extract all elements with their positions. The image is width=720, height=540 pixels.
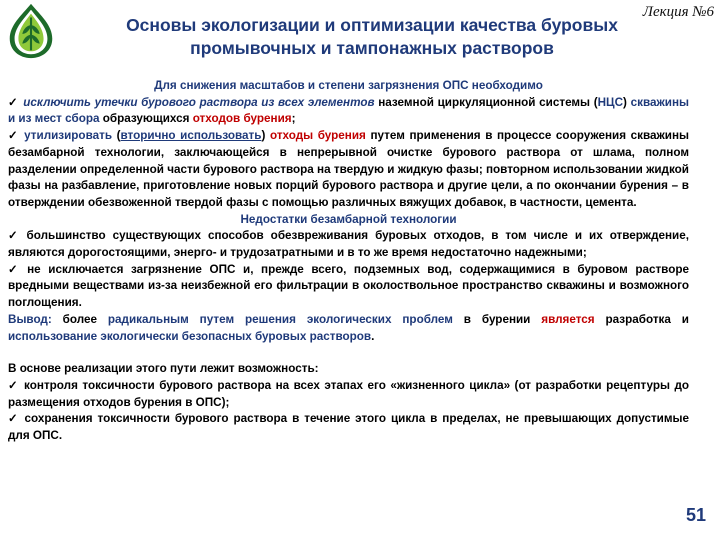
- document-body: [8, 78, 689, 445]
- bullet-item-5: ✓ контроля токсичности бурового раствора на всех этапах его «жизненного цикла» (от разработки рецептуры до размещения отходов бурения в ОПС);: [8, 378, 689, 409]
- page-title: [72, 14, 672, 60]
- subheading: Недостатки безамбарной технологии: [240, 212, 457, 226]
- check-icon: ✓: [8, 378, 20, 392]
- check-icon: ✓: [8, 262, 23, 276]
- bullet-item-3: ✓ большинство существующих способов обезвреживания буровых отходов, в том числе и их отверждение, являются дорогостоящими, энерго- и трудозатратными и в то же время недостаточно надежными;: [8, 229, 689, 260]
- basis-statement: В основе реализации этого пути лежит возможность:: [8, 362, 319, 376]
- title-line-1: Основы экологизации и оптимизации качества буровых: [126, 15, 618, 35]
- check-icon: ✓: [8, 95, 19, 109]
- conclusion: Вывод: более радикальным путем решения экологических проблем в бурении является разработка и использование экологически безопасных буровых растворов.: [8, 312, 689, 343]
- drop-leaf-logo: [2, 2, 60, 60]
- check-icon: ✓: [8, 129, 20, 143]
- check-icon: ✓: [8, 229, 22, 243]
- bullet-item-4: ✓ не исключается загрязнение ОПС и, прежде всего, подземных вод, содержащимися в буровом растворе вредными веществами из-за неизбежной его фильтрации в околоствольное пространство скважины и возможного поглощения.: [8, 262, 689, 310]
- check-icon: ✓: [8, 412, 20, 426]
- page-number: 51: [685, 505, 706, 525]
- title-line-2: промывочных и тампонажных растворов: [190, 38, 554, 58]
- bullet-item-1: ✓ исключить утечки бурового раствора из всех элементов наземной циркуляционной системы (НЦС) скважины и из мест сбора образующихся отходов бурения;: [8, 95, 689, 126]
- intro-heading: Для снижения масштабов и степени загрязнения ОПС необходимо: [154, 79, 543, 92]
- bullet-item-6: ✓ сохранения токсичности бурового раствора в течение этого цикла в пределах, не превышающих допустимые для ОПС.: [8, 412, 689, 443]
- lecture-number: Лекция №6: [642, 4, 714, 20]
- bullet-item-2: ✓ утилизировать (вторично использовать) отходы бурения путем применения в процессе сооружения скважины безамбарной технологии, заключающейся в непрерывной очистке бурового раствора от шлама, полном разделении определенной части бурового раствора на твердую и жидкую фазы; повторном использовании жидкой фазы на разбавление, приготовление новых порций бурового раствора и другие цели, а по окончании бурения – в отверждении обезвоженной твердой фазы с помощью различных вяжущих добавок, в частности, цемента.: [8, 129, 690, 209]
